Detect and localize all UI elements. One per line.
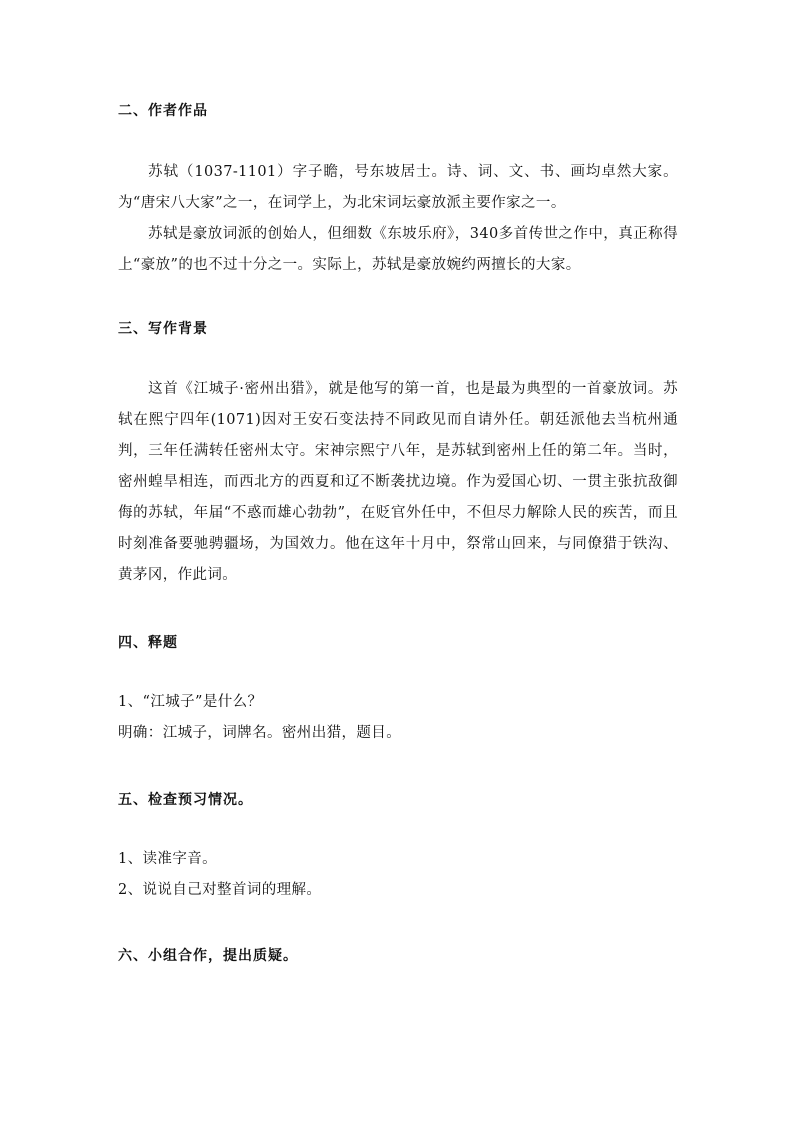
background-paragraph: 这首《江城子·密州出猎》，就是他写的第一首，也是最为典型的一首豪放词。苏轼在熙宁四年(1071)因对王安石变法持不同政见而自请外任。朝廷派他去当杭州通判，三年任满转任密州太守。宋神宗熙宁八年，是苏轼到密州上任的第二年。当时，密州蝗旱相连，而西北方的西夏和辽不断袭扰边境。作为爱国心切、一贯主张抗敌御侮的苏轼，年届“不惑而雄心勃勃”，在贬官外任中，不但尽力解除人民的疾苦，而且时刻准备要驰骋疆场，为国效力。他在这年十月中，祭常山回来，与同僚猎于铁沟、黄茅冈，作此词。 [118, 381, 678, 583]
section-heading-author-works: 二、作者作品 [118, 103, 208, 119]
author-works-body [118, 157, 678, 281]
title-answer: 明确：江城子，词牌名。密州出猎，题目。 [118, 725, 402, 741]
preview-item-2: 2、说说自己对整首词的理解。 [118, 882, 322, 898]
section-heading-title-explanation: 四、释题 [118, 635, 178, 651]
preview-check-body [118, 844, 678, 906]
background-body [118, 374, 678, 591]
preview-item-1: 1、读准字音。 [118, 851, 218, 867]
section-heading-group-work: 六、小组合作，提出质疑。 [118, 948, 298, 964]
section-heading-background: 三、写作背景 [118, 321, 208, 337]
section-heading-preview-check: 五、检查预习情况。 [118, 792, 253, 808]
title-question: 1、“江城子”是什么？ [118, 694, 263, 710]
title-explanation-body [118, 687, 678, 749]
author-works-paragraph-1: 苏轼（1037-1101）字子瞻，号东坡居士。诗、词、文、书、画均卓然大家。为“唐宋八大家”之一，在词学上，为北宋词坛豪放派主要作家之一。 [118, 164, 678, 211]
author-works-paragraph-2: 苏轼是豪放词派的创始人，但细数《东坡乐府》，340多首传世之作中，真正称得上“豪放”的也不过十分之一。实际上，苏轼是豪放婉约两擅长的大家。 [118, 226, 678, 273]
